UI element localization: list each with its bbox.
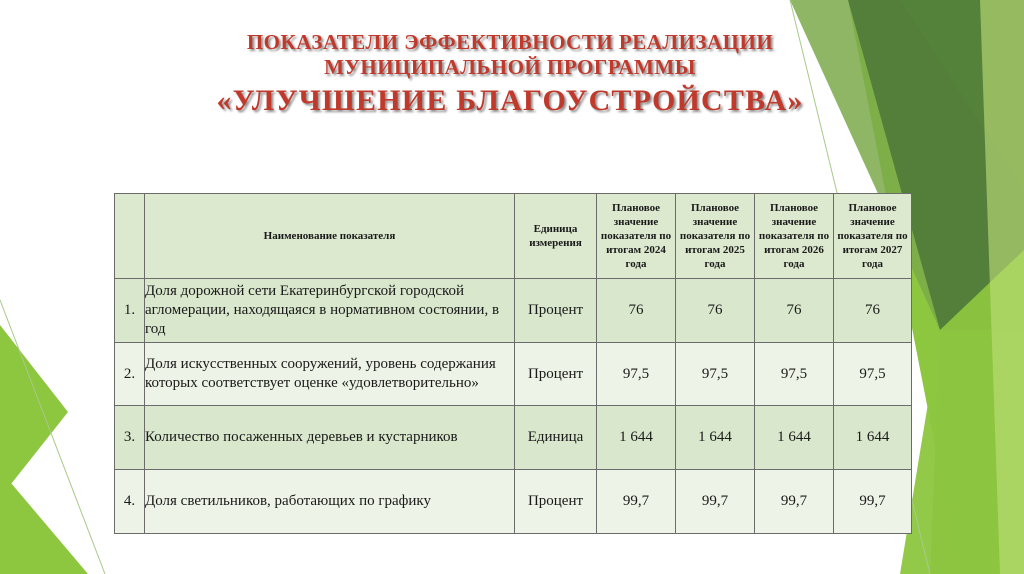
row-unit: Процент	[515, 343, 597, 406]
title-line-2: МУНИЦИПАЛЬНОЙ ПРОГРАММЫ	[324, 55, 696, 79]
title-line-3: «УЛУЧШЕНИЕ БЛАГОУСТРОЙСТВА»	[216, 84, 804, 117]
row-value-2027: 76	[834, 279, 912, 343]
row-value-2026: 1 644	[755, 406, 834, 470]
header-2026: Плановое значение показателя по итогам 2026 года	[755, 194, 834, 279]
header-2024: Плановое значение показателя по итогам 2024 года	[597, 194, 676, 279]
row-value-2024: 99,7	[597, 470, 676, 534]
row-value-2025: 97,5	[676, 343, 755, 406]
row-num: 3.	[115, 406, 145, 470]
row-value-2024: 76	[597, 279, 676, 343]
row-num: 4.	[115, 470, 145, 534]
left-green-triangle-top	[0, 325, 68, 498]
row-value-2025: 1 644	[676, 406, 755, 470]
row-name: Количество посаженных деревьев и кустарников	[145, 406, 515, 470]
row-value-2025: 99,7	[676, 470, 755, 534]
table-header-row	[115, 194, 912, 279]
row-unit: Процент	[515, 470, 597, 534]
table-row	[115, 406, 912, 470]
row-value-2024: 1 644	[597, 406, 676, 470]
header-name: Наименование показателя	[145, 194, 515, 279]
row-value-2027: 97,5	[834, 343, 912, 406]
row-num: 2.	[115, 343, 145, 406]
row-value-2024: 97,5	[597, 343, 676, 406]
row-name: Доля искусственных сооружений, уровень содержания которых соответствует оценке «удовлетворительно»	[145, 343, 515, 406]
row-value-2026: 99,7	[755, 470, 834, 534]
slide-title	[150, 30, 870, 120]
row-num: 1.	[115, 279, 145, 343]
header-2027: Плановое значение показателя по итогам 2027 года	[834, 194, 912, 279]
table-row	[115, 343, 912, 406]
row-value-2026: 97,5	[755, 343, 834, 406]
table-row	[115, 279, 912, 343]
row-name: Доля дорожной сети Екатеринбургской городской агломерации, находящаяся в нормативном состоянии, в год	[145, 279, 515, 343]
row-value-2026: 76	[755, 279, 834, 343]
title-line-1: ПОКАЗАТЕЛИ ЭФФЕКТИВНОСТИ РЕАЛИЗАЦИИ	[246, 30, 774, 54]
left-green-triangle-bottom	[0, 470, 88, 574]
row-name: Доля светильников, работающих по графику	[145, 470, 515, 534]
header-num	[115, 194, 145, 279]
table-row	[115, 470, 912, 534]
row-value-2027: 99,7	[834, 470, 912, 534]
indicators-table	[114, 193, 912, 534]
header-unit: Единица измерения	[515, 194, 597, 279]
row-unit: Единица	[515, 406, 597, 470]
row-value-2025: 76	[676, 279, 755, 343]
row-unit: Процент	[515, 279, 597, 343]
row-value-2027: 1 644	[834, 406, 912, 470]
header-2025: Плановое значение показателя по итогам 2025 года	[676, 194, 755, 279]
